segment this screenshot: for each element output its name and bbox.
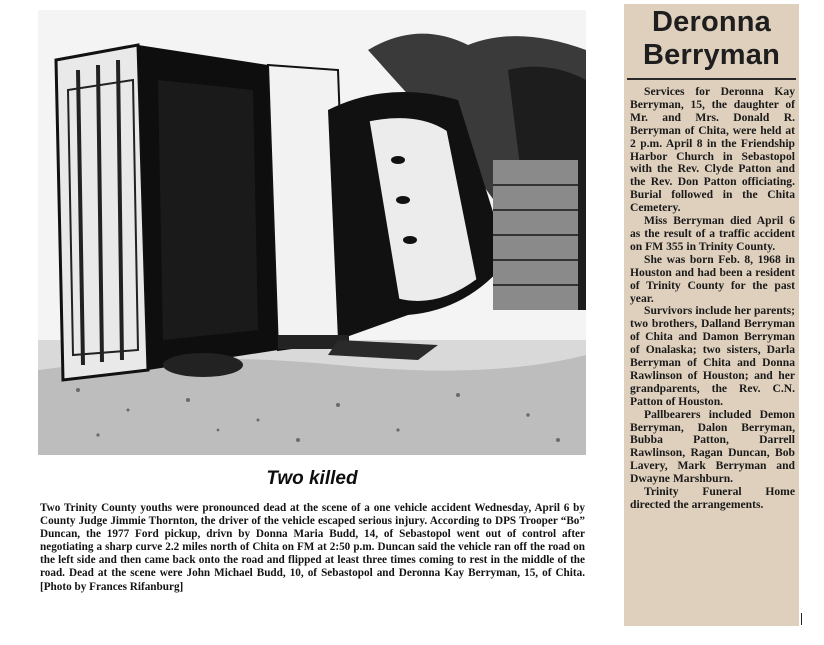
obituary-body [624, 86, 799, 512]
obituary-name: Deronna Berryman [643, 6, 780, 71]
photo-caption: Two Trinity County youths were pronounced dead at the scene of a one vehicle accident Wednesday, April 6 by County Judge Jimmie Thornton, the driver of the vehicle escaped serious injury. According to DPS Trooper “Bo” Duncan, the 1977 Ford pickup, drivn by Donna Maria Budd, 14, of Sebastopol went out of control after negotiating a sharp curve 2.2 miles north of Chita on FM at 2:50 p.m. Duncan said the vehicle ran off the road on the left side and then came back onto the road and flipped at least three times coming to rest in the middle of the road. Dead at the scene were John Michael Budd, 10, of Sebastopol and Deronna Kay Berryman, 15, of Chita. [Photo by Frances Rifanburg] [40, 502, 585, 593]
obituary-paragraph: Services for Deronna Kay Berryman, 15, the daughter of Mr. and Mrs. Donald R. Berryman of Chita, were held at 2 p.m. April 8 in the Friendship Harbor Church in Sebastopol with the Rev. Clyde Patton and the Rev. Don Patton officiating. Burial followed in the Chita Cemetery. [630, 85, 795, 215]
news-clipping-accident [38, 10, 588, 630]
overturned-truck-image [38, 10, 586, 455]
accident-photo [38, 10, 586, 455]
obituary-clipping [624, 4, 799, 626]
scan-edge-mark [801, 613, 802, 625]
obituary-paragraph: Pallbearers included Demon Berryman, Dalon Berryman, Bubba Patton, Darrell Rawlinson, Ragan Duncan, Bob Lavery, Mark Berryman and Dwayne Marshburn. [630, 407, 795, 486]
obituary-paragraph: Miss Berryman died April 6 as the result of a traffic accident on FM 355 in Trinity County. [630, 214, 795, 253]
divider [627, 78, 796, 80]
obituary-paragraph: Survivors include her parents; two brothers, Dalland Berryman of Chita and Damon Berryman of Onalaska; two sisters, Darla Berryman of Chita and Donna Rawlinson of Houston; and her grandparents, the Rev. C.N. Patton of Houston. [630, 304, 795, 408]
obituary-paragraph: She was born Feb. 8, 1968 in Houston and had been a resident of Trinity County for the past year. [630, 252, 795, 305]
obituary-paragraph: Trinity Funeral Home directed the arrangements. [630, 485, 795, 511]
headline: Two killed [266, 468, 358, 489]
